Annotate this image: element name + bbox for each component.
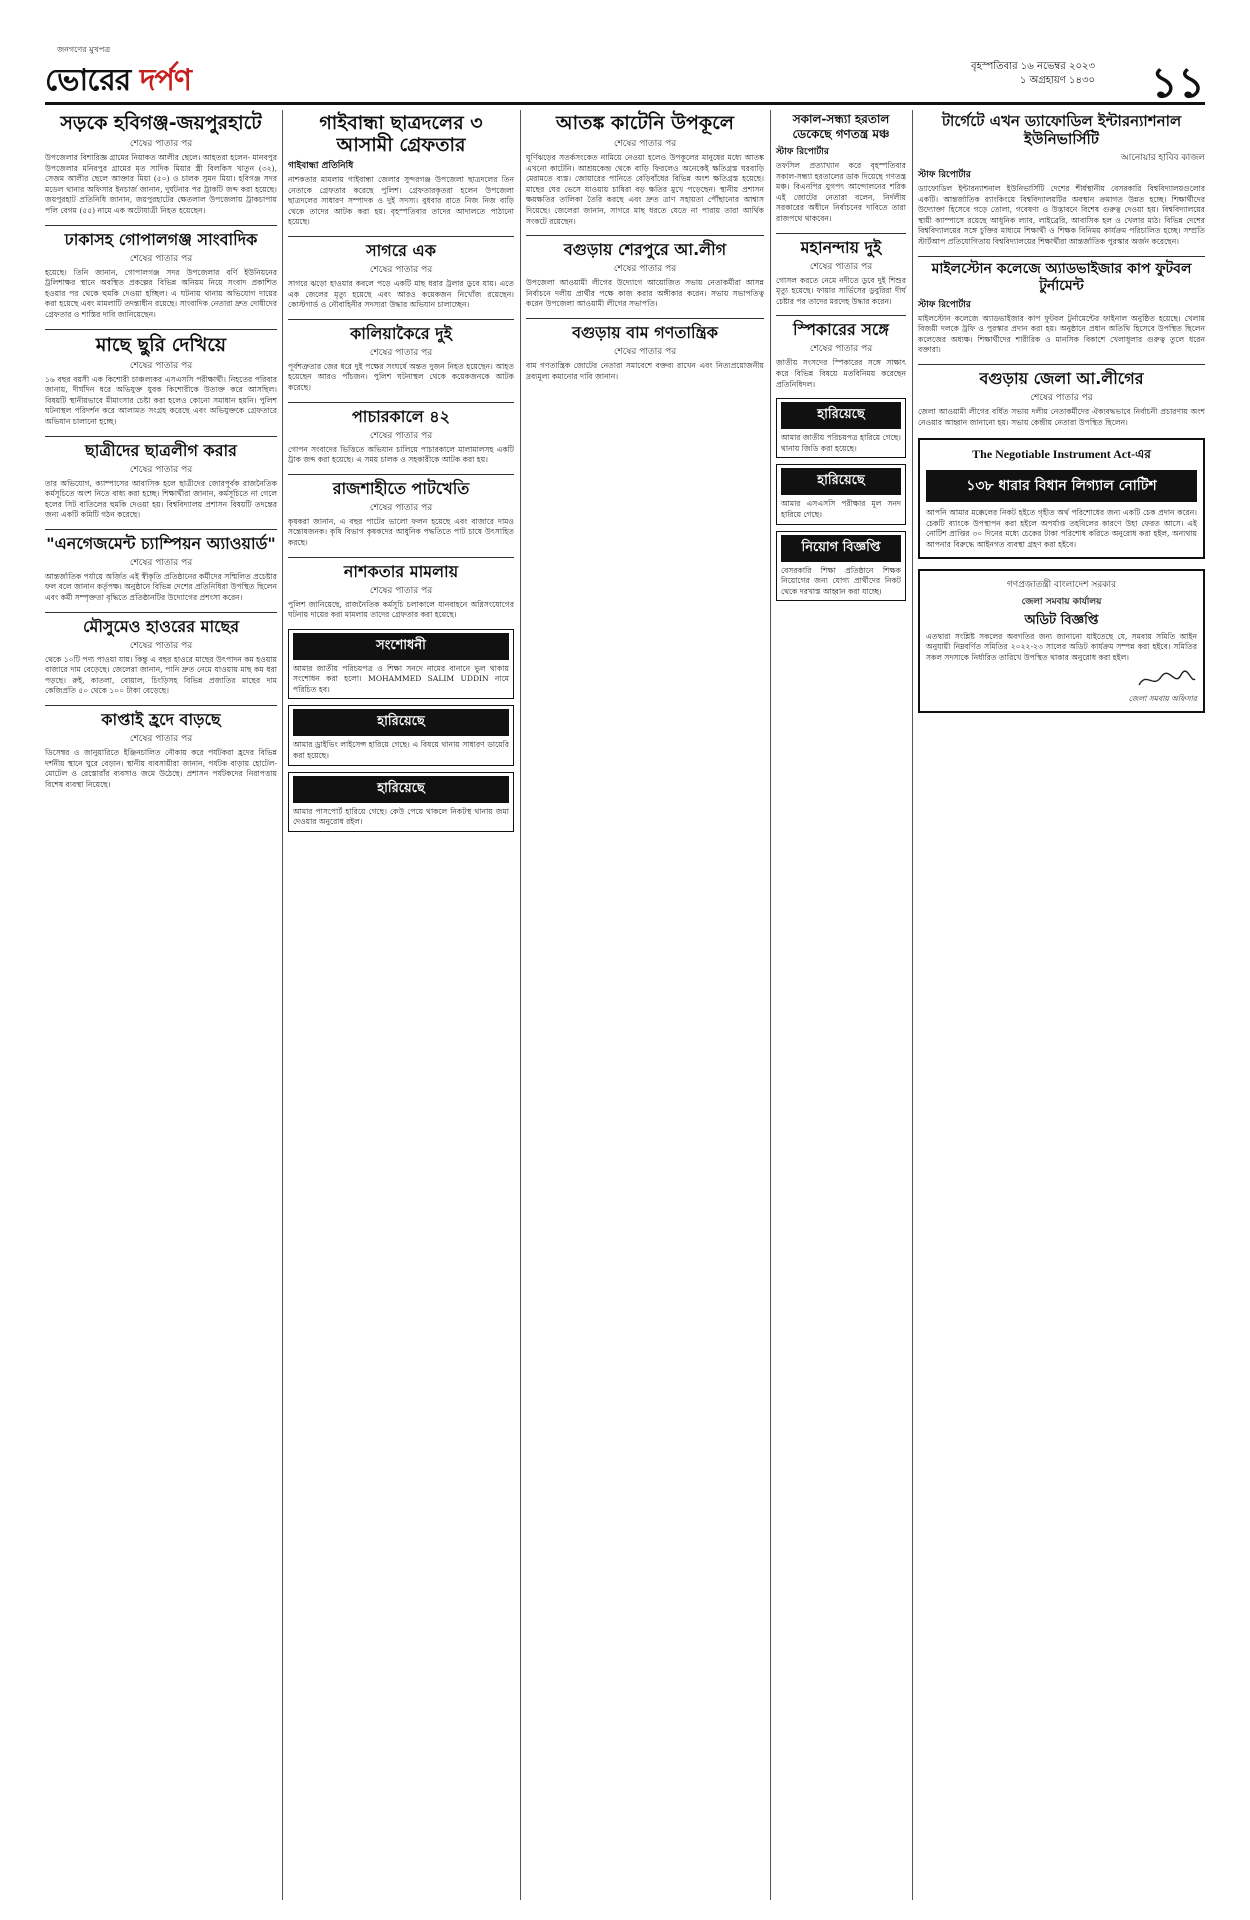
divider	[918, 364, 1205, 365]
column-4	[776, 110, 906, 607]
lost-notice	[288, 772, 514, 832]
divider	[288, 319, 514, 320]
article-body: উপজেলার বিশারিজ্ঞ গ্রামের নিয়াকত আলীর ছেলে। আহতরা হলেন- মানবপুর উপজেলার মনিরপুর গ্রামের মৃত সাদিক মিয়ার স্ত্রী বিলকিস খাতুন (৩২), সেজম আলীর ছেলে আক্তার মিয়া (৫০) ও চালক সুমন মিয়া। হবিগঞ্জ সদর মডেল থানার অফিসার ইনচার্জ জানান, দুর্ঘটনার পর ট্রাকটি জব্দ করা হয়েছে। জয়পুরহাট প্রতিনিধি জানান, জয়পুরহাটের ক্ষেতলাল উপজেলায় ট্রাকচাপায় পলি বেগম (৫৫) নামে এক অটোযাত্রী নিহত হয়েছেন।	[45, 153, 277, 215]
article-continuation: শেষের পাতার পর	[129, 557, 193, 568]
notice-body: আমার এসএসসি পরীক্ষার মূল সনদ হারিয়ে গেছে।	[781, 499, 901, 519]
article-headline: বগুড়ায় শেরপুরে আ.লীগ	[563, 240, 727, 260]
article-continuation: শেষের পাতার পর	[129, 464, 193, 475]
notice-title: সংশোধনী	[293, 633, 509, 660]
article-byline: স্টাফ রিপোর্টার	[918, 299, 971, 310]
article-body: গোপন সংবাদের ভিত্তিতে অভিযান চালিয়ে পাচারকালে মালামালসহ একটি ট্রাক জব্দ করা হয়েছে। এ সময় চালক ও সহকারীকে আটক করা হয়।	[288, 444, 514, 465]
article-body: কৃষকরা জানান, এ বছর পাটের ভালো ফলন হয়েছে এবং বাজারে দামও সন্তোষজনক। কৃষি বিভাগ কৃষকদের আধুনিক পদ্ধতিতে পাট চাষে উৎসাহিত করছে।	[288, 516, 514, 547]
notice-body: আমার পাসপোর্ট হারিয়ে গেছে। কেউ পেয়ে থাকলে নিকটস্থ থানায় জমা দেওয়ার অনুরোধ রইল।	[293, 806, 509, 827]
column-3	[526, 110, 764, 390]
column-rule	[770, 110, 771, 1900]
column-2	[288, 110, 514, 838]
article-headline: কাপ্তাই হ্রদে বাড়ছে	[101, 710, 221, 730]
legal-notice-body: আপনি আমার মক্কেলের নিকট হইতে গৃহীত অর্থ পরিশোধের জন্য একটি চেক প্রদান করেন। চেকটি ব্যাংকে উপস্থাপন করা হইলে অপর্যাপ্ত তহবিলের কারণে উহা ফেরত আসে। এই নোটিশ প্রাপ্তির ৩০ দিনের মধ্যে চেকের টাকা পরিশোধ করিতে অনুরোধ করা হইল, অন্যথায় আপনার বিরুদ্ধে আইনগত ব্যবস্থা গ্রহণ করা হইবে।	[926, 508, 1197, 549]
masthead	[45, 45, 1205, 107]
article-continuation: শেষের পাতার পর	[369, 502, 433, 513]
article-author: আনোয়ার হাবিব কাজল	[1120, 153, 1205, 163]
article-body: নাশকতার মামলায় গাইবান্ধা জেলার সুন্দরগঞ্জ উপজেলা ছাত্রদলের তিন নেতাকে গ্রেফতার করেছে পুলিশ। গ্রেফতারকৃতরা হলেন উপজেলা ছাত্রদলের সাধারণ সম্পাদক ও দুই সদস্য। বুধবার রাতে নিজ নিজ বাড়ি থেকে তাদের আটক করা হয়। বৃহস্পতিবার তাদের আদালতে পাঠানো হয়েছে।	[288, 175, 514, 227]
article-byline: স্টাফ রিপোর্টার	[918, 170, 971, 180]
article	[45, 534, 277, 604]
signature-title: জেলা সমবায় অফিসার	[1128, 694, 1197, 704]
article-body: মাইলস্টোন কলেজে অ্যাডভাইজার কাপ ফুটবল টুর্নামেন্টের ফাইনাল অনুষ্ঠিত হয়েছে। খেলায় বিজয়ী দলকে ট্রফি ও পুরস্কার প্রদান করা হয়। অনুষ্ঠানে প্রধান অতিথি হিসেবে উপস্থিত ছিলেন কলেজের অধ্যক্ষ। শিক্ষার্থীদের শারীরিক ও মানসিক বিকাশে খেলাধুলার গুরুত্ব তুলে ধরেন বক্তারা।	[918, 313, 1205, 355]
article-body: হয়েছে। তিনি জানান, গোপালগঞ্জ সদর উপজেলার বর্ণি ইউনিয়নের ট্রলিশাক্ষর স্থানে অবস্থিত প্রকল্পের বিভিন্ন অনিয়ম নিয়ে সংবাদ প্রকাশিত হওয়ার পর থেকে হুমকি দেওয়া হচ্ছিল। এ ঘটনায় থানায় অভিযোগ দায়ের করা হয়েছে এবং মামলাটি তদন্তাধীন রয়েছে। সাংবাদিক নেতারা দ্রুত দোষীদের গ্রেফতার ও শাস্তির দাবি জানিয়েছেন।	[45, 267, 277, 319]
article-body: ড্যাফোডিল ইন্টারন্যাশনাল ইউনিভার্সিটি দেশের শীর্ষস্থানীয় বেসরকারি বিশ্ববিদ্যালয়গুলোর একটি। আন্তর্জাতিক র‍্যাংকিংয়ে বিশ্ববিদ্যালয়টির অবস্থান ক্রমাগত উন্নত হচ্ছে। শিক্ষার্থীদের উদ্যোক্তা হিসেবে গড়ে তোলা, গবেষণা ও উদ্ভাবনে বিশেষ গুরুত্ব দেওয়া হয়। বিশ্ববিদ্যালয়ের স্থায়ী ক্যাম্পাসে রয়েছে আধুনিক ল্যাব, লাইব্রেরি, আবাসিক হল ও খেলার মাঠ। বিভিন্ন দেশের বিশ্ববিদ্যালয়ের সঙ্গে চুক্তির মাধ্যমে শিক্ষার্থী ও শিক্ষক বিনিময় কার্যক্রম পরিচালিত হচ্ছে। সম্প্রতি স্টার্টআপ প্রতিযোগিতায় বিশ্ববিদ্যালয়ের শিক্ষার্থীরা আন্তর্জাতিক পুরস্কার অর্জন করেছেন।	[918, 184, 1205, 246]
article-headline: মৌসুমেও হাওরের মাছের	[82, 616, 240, 636]
article-continuation: শেষের পাতার পর	[809, 344, 873, 355]
divider	[526, 318, 764, 319]
article-body: সাগরে ঝড়ো হাওয়ার কবলে পড়ে একটি মাছ ধরার ট্রলার ডুবে যায়। এতে এক জেলের মৃত্যু হয়েছে এবং আরও কয়েকজন নিখোঁজ রয়েছেন। কোস্টগার্ড ও নৌবাহিনীর সদস্যরা উদ্ধার অভিযান চালাচ্ছেন।	[288, 278, 514, 310]
lost-notice	[776, 464, 906, 524]
divider	[45, 329, 277, 330]
signature-scribble-icon	[1137, 669, 1197, 691]
divider	[288, 402, 514, 403]
article	[288, 407, 514, 466]
gov-notice-header: গণপ্রজাতন্ত্রী বাংলাদেশ সরকার	[1006, 579, 1117, 590]
legal-notice-title: ১৩৮ ধারার বিধান লিগ্যাল নোটিশ	[926, 470, 1197, 502]
article-headline: ঢাকাসহ গোপালগঞ্জ সাংবাদিক	[64, 229, 258, 249]
article	[526, 112, 764, 227]
article-continuation: শেষের পাতার পর	[809, 261, 873, 272]
masthead-tagline: জনগণের মুখপত্র	[57, 45, 111, 54]
article-headline: নাশকতার মামলায়	[343, 561, 459, 581]
date-bengali: ১ অগ্রহায়ণ ১৪৩০	[1019, 75, 1095, 86]
article-headline: মাইলস্টোন কলেজে অ্যাডভাইজার কাপ ফুটবল টুর্নামেন্ট	[931, 260, 1192, 294]
logo-part-2: দর্পণ	[130, 63, 192, 98]
divider	[288, 236, 514, 237]
notice-body: আমার জাতীয় পরিচয়পত্র হারিয়ে গেছে। থানায় জিডি করা হয়েছে।	[781, 433, 901, 453]
notice-body: বেসরকারি শিক্ষা প্রতিষ্ঠানে শিক্ষক নিয়োগের জন্য যোগ্য প্রার্থীদের নিকট থেকে দরখাস্ত আহ্বান করা যাচ্ছে।	[781, 565, 901, 596]
article-byline: স্টাফ রিপোর্টার	[776, 147, 829, 157]
article-continuation: শেষের পাতার পর	[369, 585, 433, 596]
article	[776, 238, 906, 308]
notice-body: আমার জাতীয় পরিচয়পত্র ও শিক্ষা সনদে নামের বানানে ভুল থাকায় সংশোধন করা হলো। MOHAMMED SALIM UDDIN নামে পরিচিত হব।	[293, 663, 509, 694]
divider	[526, 235, 764, 236]
divider	[288, 474, 514, 475]
article-continuation: শেষের পাতার পর	[369, 347, 433, 358]
article-continuation: শেষের পাতার পর	[369, 430, 433, 441]
notice-title: হারিয়েছে	[293, 776, 509, 803]
article-continuation: শেষের পাতার পর	[369, 264, 433, 275]
lost-notice	[776, 398, 906, 458]
article-continuation: শেষের পাতার পর	[613, 139, 677, 149]
article-body: পূর্বশত্রুতার জের ধরে দুই পক্ষের সংঘর্ষে অন্তত দুজন নিহত হয়েছেন। আহত হয়েছেন আরও পাঁচজন। পুলিশ ঘটনাস্থল থেকে কয়েকজনকে আটক করেছে।	[288, 361, 514, 392]
article	[45, 230, 277, 321]
column-rule	[520, 110, 521, 1900]
divider	[45, 529, 277, 530]
article-headline: স্পিকারের সঙ্গে	[793, 320, 889, 340]
divider	[45, 436, 277, 437]
article-headline: টার্গেটে এখন ড্যাফোডিল ইন্টারন্যাশনাল ইউনিভার্সিটি	[941, 112, 1182, 148]
article-body: পুলিশ জানিয়েছে, রাজনৈতিক কর্মসূচি চলাকালে যানবাহনে অগ্নিসংযোগের ঘটনায় দায়ের করা মামলায় তাদের গ্রেফতার করা হয়েছে।	[288, 599, 514, 620]
recruitment-notice	[776, 531, 906, 602]
article-body: জেলা আওয়ামী লীগের বর্ধিত সভায় দলীয় নেতাকর্মীদের ঐক্যবদ্ধভাবে নির্বাচনী প্রচারণায় অংশ নেওয়ার আহ্বান জানানো হয়। সভায় কেন্দ্রীয় নেতারা উপস্থিত ছিলেন।	[918, 406, 1205, 427]
article-body: উপজেলা আওয়ামী লীগের উদ্যোগে আয়োজিত সভায় নেতাকর্মীরা আসন্ন নির্বাচনে দলীয় প্রার্থীর পক্ষে কাজ করার অঙ্গীকার করেন। সভায় সভাপতিত্ব করেন উপজেলা আওয়ামী লীগের সভাপতি।	[526, 278, 764, 309]
correction-notice	[288, 629, 514, 700]
article-headline: গাইবান্ধা ছাত্রদলের ৩ আসামী গ্রেফতার	[319, 112, 483, 156]
divider	[776, 233, 906, 234]
article	[526, 323, 764, 382]
article-body: গোসল করতে নেমে নদীতে ডুবে দুই শিশুর মৃত্যু হয়েছে। ফায়ার সার্ভিসের ডুবুরিরা দীর্ঘ চেষ্টার পর তাদের মরদেহ উদ্ধার করেন।	[776, 275, 906, 306]
notice-title: হারিয়েছে	[293, 709, 509, 736]
article-headline: বগুড়ায় জেলা আ.লীগের	[979, 368, 1144, 388]
article	[288, 479, 514, 549]
gov-notice-body: এতদ্বারা সংশ্লিষ্ট সকলের অবগতির জন্য জানানো যাইতেছে যে, সমবায় সমিতি আইন অনুযায়ী নিম্নবর্ণিত সমিতির ২০২২-২৩ সালের অডিট কার্যক্রম সম্পন্ন করা হইবে। সমিতির সকল সদস্যকে নির্ধারিত তারিখে উপস্থিত থাকার অনুরোধ করা হইল।	[926, 631, 1197, 662]
article	[918, 112, 1205, 248]
divider	[288, 557, 514, 558]
notice-title: নিয়োগ বিজ্ঞপ্তি	[781, 535, 901, 562]
article-continuation: শেষের পাতার পর	[129, 139, 193, 149]
date-gregorian: বৃহস্পতিবার ১৬ নভেম্বর ২০২৩	[971, 61, 1095, 72]
legal-notice-english-title: The Negotiable Instrument Act-এর	[972, 447, 1151, 462]
article-continuation: শেষের পাতার পর	[129, 360, 193, 371]
article-continuation: শেষের পাতার পর	[129, 734, 193, 745]
article-continuation: শেষের পাতার পর	[1030, 392, 1093, 403]
article	[776, 112, 906, 225]
article	[45, 710, 277, 790]
divider	[45, 612, 277, 613]
notice-body: আমার ড্রাইভিং লাইসেন্স হারিয়ে গেছে। এ বিষয়ে থানায় সাধারণ ডায়েরি করা হয়েছে।	[293, 740, 509, 761]
article-headline: সাগরে এক	[366, 240, 436, 260]
article	[288, 324, 514, 394]
article-headline: আতঙ্ক কাটেনি উপকূলে	[556, 112, 734, 134]
article-headline: মাছে ছুরি দেখিয়ে	[95, 333, 227, 356]
article-headline: সড়কে হবিগঞ্জ-জয়পুরহাটে	[60, 112, 262, 134]
article-continuation: শেষের পাতার পর	[613, 346, 677, 357]
article-body: জাতীয় সংসদের স্পিকারের সঙ্গে সাক্ষাৎ করে বিভিন্ন বিষয়ে মতবিনিময় করেছেন প্রতিনিধিদল।	[776, 358, 906, 389]
gov-notice-title: অডিট বিজ্ঞপ্তি	[1024, 612, 1099, 628]
article-headline: ছাত্রীদের ছাত্রলীগ করার	[85, 440, 237, 460]
dateline	[971, 60, 1095, 88]
article-body: আন্তর্জাতিক পর্যায়ে অর্জিত এই স্বীকৃতি প্রতিষ্ঠানের কর্মীদের সম্মিলিত প্রচেষ্টার ফল বলে জানান কর্তৃপক্ষ। অনুষ্ঠানে বিভিন্ন দেশের প্রতিনিধিরা উপস্থিত ছিলেন এবং কর্মী সম্পৃক্ততা বৃদ্ধিতে প্রতিষ্ঠানটির উদ্যোগের প্রশংসা করেন।	[45, 571, 277, 603]
divider	[918, 256, 1205, 257]
article	[288, 241, 514, 311]
column-rule	[912, 110, 913, 1900]
article	[288, 562, 514, 621]
article	[45, 617, 277, 697]
government-notice	[918, 569, 1205, 713]
article-headline: বগুড়ায় বাম গণতান্ত্রিক	[572, 322, 718, 342]
article	[45, 334, 277, 428]
logo-part-1: ভোরের	[45, 63, 131, 98]
article-body: ডিসেম্বর ও জানুয়ারিতে ইঞ্জিনচালিত নৌকায় করে পর্যটকরা হ্রদের বিভিন্ন দর্শনীয় স্থানে ঘুরে বেড়ান। স্থানীয় ব্যবসায়ীরা জানান, পর্যটক বাড়ায় হোটেল-মোটেল ও রেস্তোরাঁর ব্যবসাও জমে উঠেছে। প্রশাসন পর্যটকদের নিরাপত্তায় বিশেষ ব্যবস্থা নিয়েছে।	[45, 748, 277, 789]
article-headline: রাজশাহীতে পাটখেতি	[332, 478, 470, 498]
article-headline: সকাল-সন্ধ্যা হরতাল ডেকেছে গণতন্ত্র মঞ্চ	[792, 112, 890, 141]
signature	[926, 669, 1197, 705]
divider	[45, 705, 277, 706]
column-1	[45, 110, 277, 798]
gov-notice-office: জেলা সমবায় কার্যালয়	[1021, 596, 1102, 607]
article-body: থেকে ১০টি পণ্য পাওয়া যায়। কিন্তু এ বছর হাওরে মাছের উৎপাদন কম হওয়ায় বাজারে দাম বেড়েছে। জেলেরা জানান, পানি দ্রুত নেমে যাওয়ায় মাছ কম ধরা পড়ছে। রুই, কাতলা, বোয়াল, চিংড়িসহ বিভিন্ন প্রজাতির মাছের দাম কেজিপ্রতি ৫০ থেকে ১০০ টাকা বেড়েছে।	[45, 654, 277, 696]
article	[45, 441, 277, 521]
article-continuation: শেষের পাতার পর	[613, 264, 677, 275]
article-continuation: শেষের পাতার পর	[129, 640, 193, 651]
article-body: ১৬ বছর বয়সী এক কিশোরী চাঞ্চল্যকর এসএসসি পরীক্ষার্থী। নিহতের পরিবার জানায়, দীর্ঘদিন ধরে অভিযুক্ত যুবক কিশোরীকে উত্যক্ত করে আসছিল। বিষয়টি স্থানীয়ভাবে মীমাংসার চেষ্টা করা হলেও কোনো সমাধান হয়নি। পুলিশ ঘটনাস্থল পরিদর্শন করে আলামত সংগ্রহ করেছে এবং অভিযুক্তকে গ্রেফতারে অভিযান চালানো হচ্ছে।	[45, 374, 277, 426]
article	[918, 369, 1205, 428]
article-body: বাম গণতান্ত্রিক জোটের নেতারা সমাবেশে বক্তব্য রাখেন এবং নিত্যপ্রয়োজনীয় দ্রব্যমূল্য কমানোর দাবি জানান।	[526, 360, 764, 381]
article	[288, 112, 514, 228]
notice-title: হারিয়েছে	[781, 468, 901, 495]
article-body: তফসিল প্রত্যাখ্যান করে বৃহস্পতিবার সকাল-সন্ধ্যা হরতালের ডাক দিয়েছে গণতন্ত্র মঞ্চ। বিএনপির যুগপৎ আন্দোলনের শরিক এই জোটের নেতারা বলেন, নির্দলীয় সরকারের অধীনে নির্বাচনের দাবিতে তারা রাজপথে থাকবেন।	[776, 161, 906, 223]
article-headline: "এনগেজমেন্ট চ্যাম্পিয়ন অ্যাওয়ার্ড"	[46, 533, 276, 553]
column-rule	[282, 110, 283, 1900]
newspaper-logo	[45, 56, 191, 107]
article	[776, 320, 906, 390]
article-continuation: শেষের পাতার পর	[129, 253, 193, 264]
column-5	[918, 110, 1205, 713]
article-headline: মহানন্দায় দুই	[800, 237, 882, 257]
article	[526, 240, 764, 310]
notice-title: হারিয়েছে	[781, 402, 901, 429]
article-headline: পাচারকালে ৪২	[351, 406, 451, 426]
article	[45, 112, 277, 217]
article-body: ঘূর্ণিঝড়ের সতর্কসংকেত নামিয়ে নেওয়া হলেও উপকূলের মানুষের মধ্যে আতঙ্ক এখনো কাটেনি। আশ্রয়কেন্দ্র থেকে বাড়ি ফিরলেও অনেকেই ক্ষতিগ্রস্ত ঘরবাড়ি মেরামতে ব্যস্ত। জোয়ারের পানিতে বেড়িবাঁধের বিভিন্ন অংশ ক্ষতিগ্রস্ত হয়েছে। মাছের ঘের ভেসে যাওয়ায় চাষিরা বড় ক্ষতির মুখে পড়েছেন। স্থানীয় প্রশাসন ক্ষয়ক্ষতির তালিকা তৈরি করছে এবং দ্রুত ত্রাণ সহায়তা পৌঁছানোর আশ্বাস দিয়েছে। জেলেরা জানান, সাগরে মাছ ধরতে যেতে না পারায় তারা আর্থিক সংকটে রয়েছেন।	[526, 153, 764, 226]
legal-notice	[918, 438, 1205, 558]
article	[918, 261, 1205, 356]
divider	[45, 225, 277, 226]
divider	[776, 315, 906, 316]
article-body: তার অভিযোগ, ক্যাম্পাসের আবাসিক হলে ছাত্রীদের জোরপূর্বক রাজনৈতিক কর্মসূচিতে অংশ নিতে বাধ্য করা হচ্ছে। শিক্ষার্থীরা জানান, কর্মসূচিতে না গেলে হলের সিট বাতিলের হুমকি দেওয়া হয়। বিশ্ববিদ্যালয় প্রশাসন বিষয়টি তদন্তের জন্য একটি কমিটি গঠন করেছে।	[45, 478, 277, 520]
lost-notice	[288, 705, 514, 765]
article-headline: কালিয়াকৈরে দুই	[350, 323, 452, 343]
page-number: ১১	[1150, 58, 1205, 107]
article-byline: গাইবান্ধা প্রতিনিধি	[288, 161, 354, 171]
